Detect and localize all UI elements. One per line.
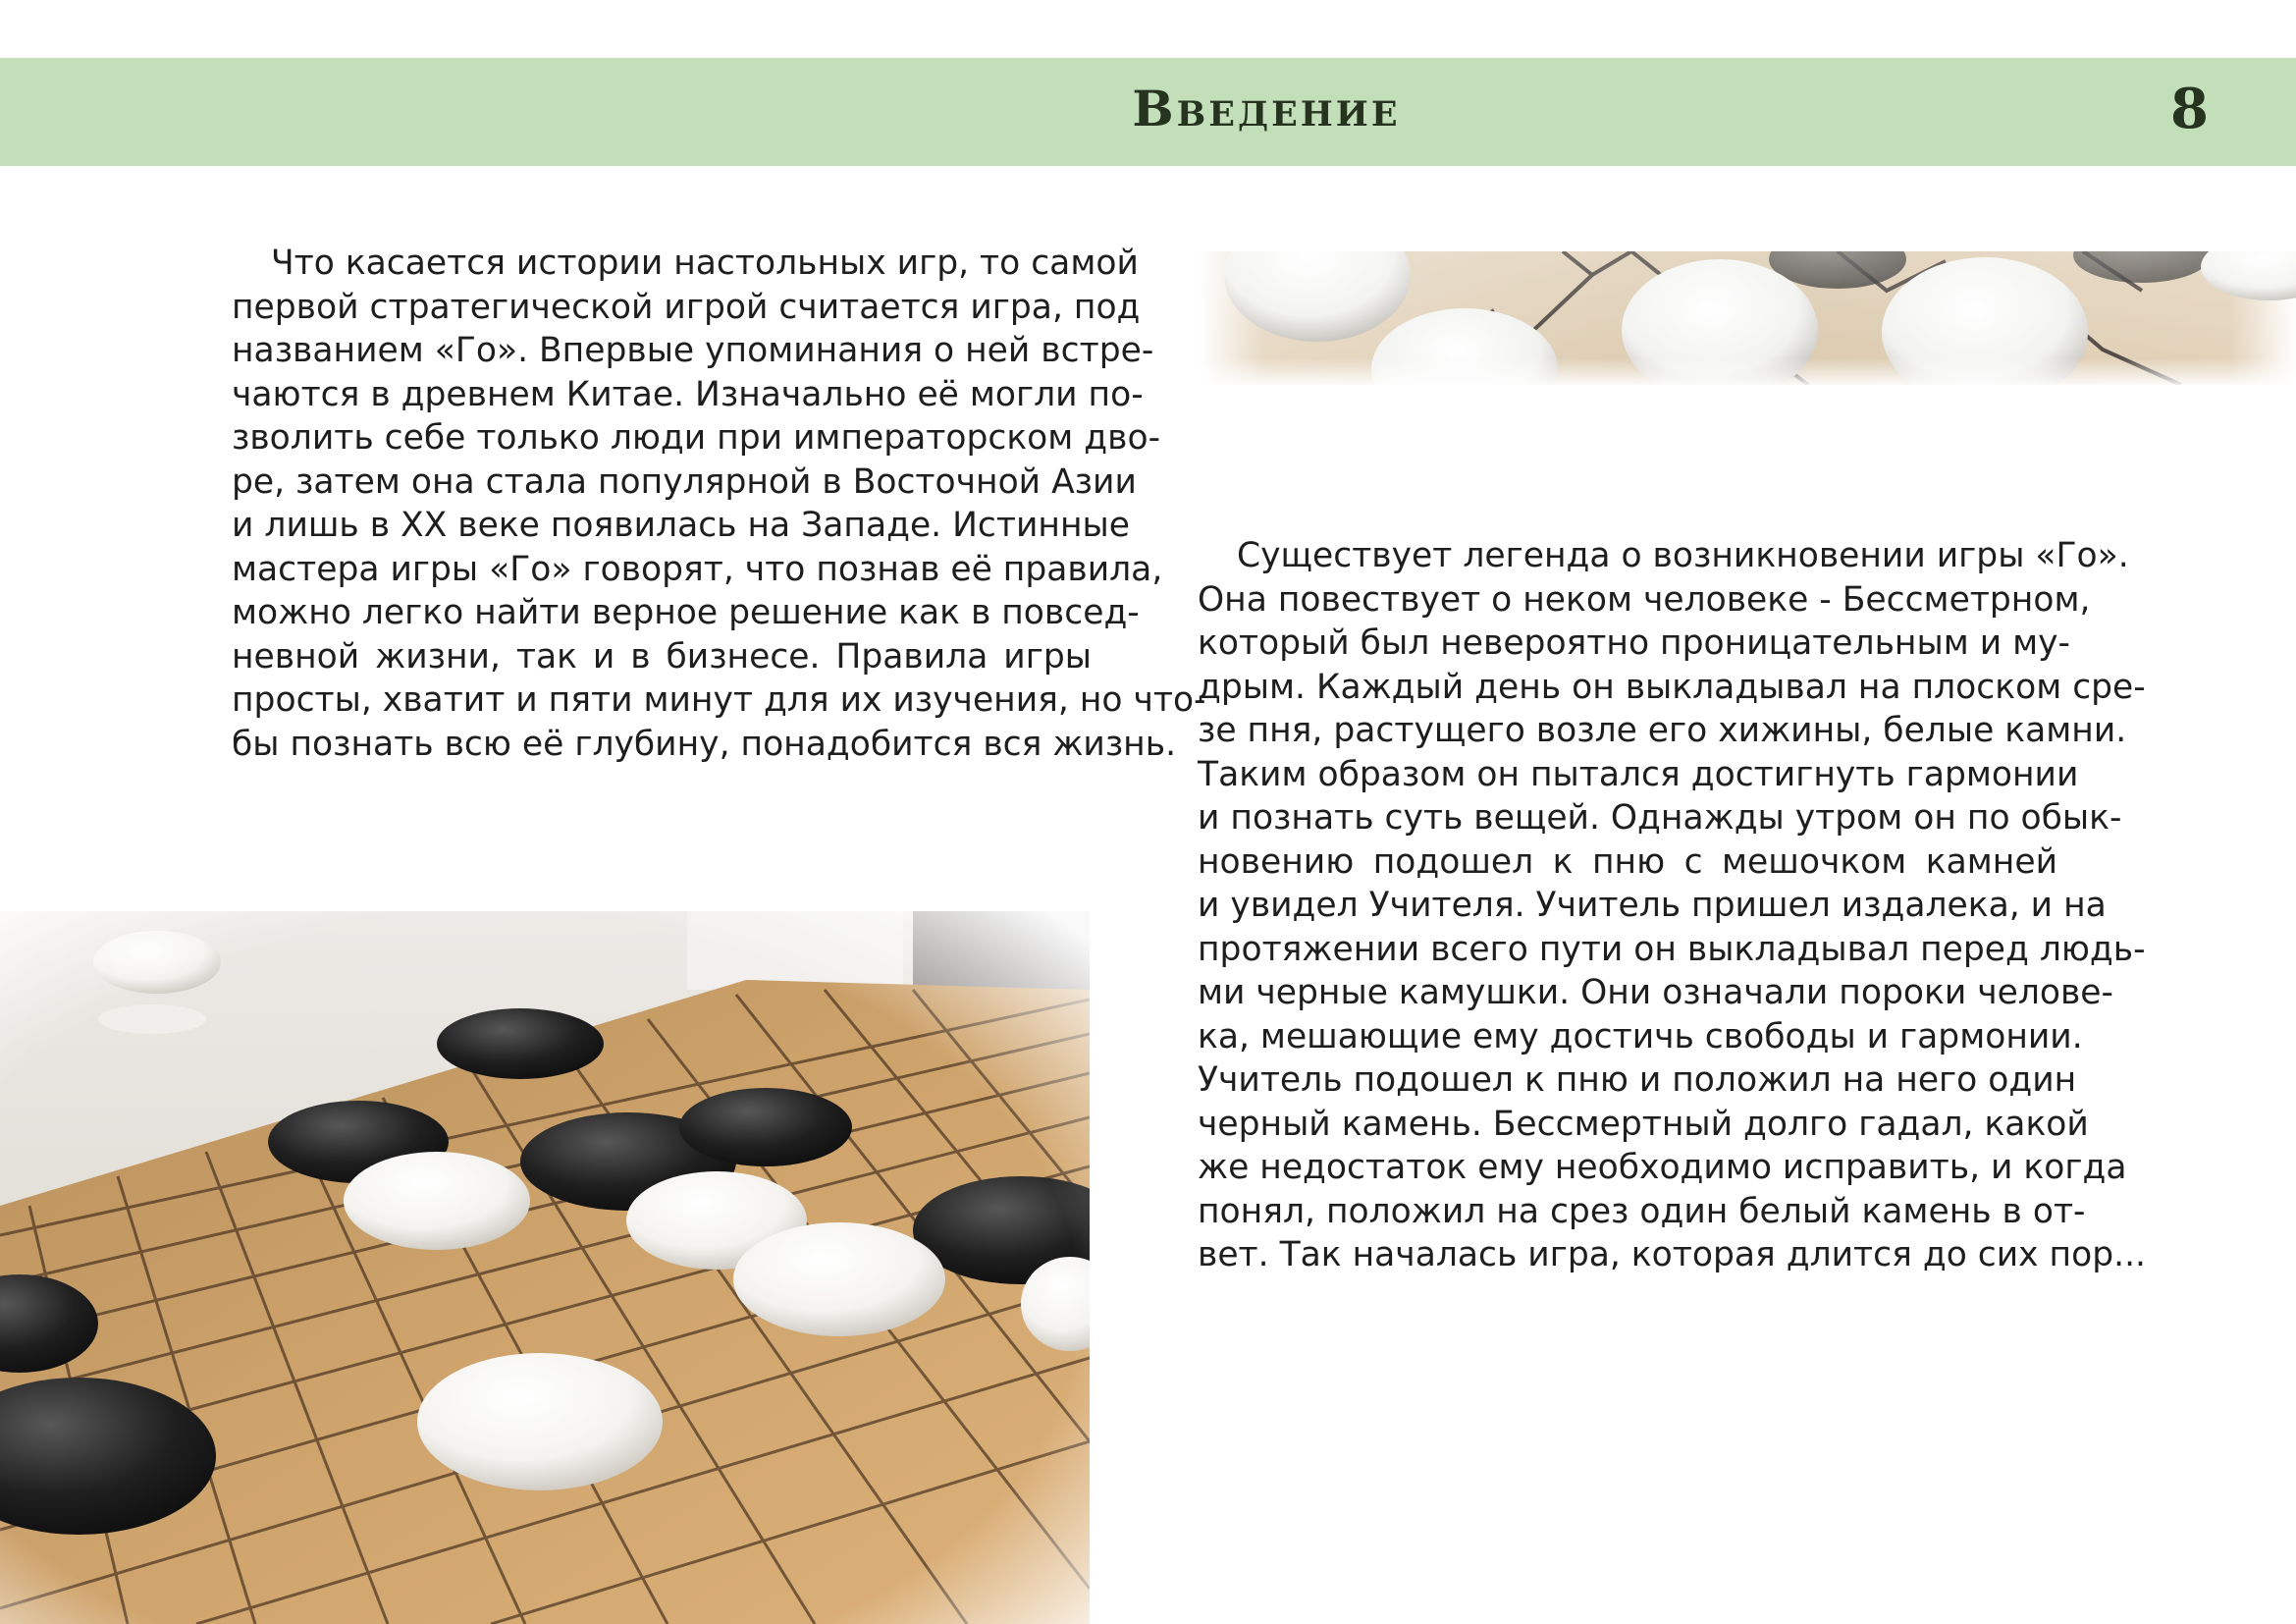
paragraph-line: бы познать всю её глубину, понадобится вся жизнь. bbox=[232, 724, 1177, 764]
go-stones-strip-image bbox=[1200, 251, 2296, 385]
paragraph-line: мастера игры «Го» говорят, что познав её правила, bbox=[232, 549, 1163, 589]
paragraph-line: вет. Так началась игра, которая длится до сих пор... bbox=[1198, 1235, 2146, 1274]
paragraph-line: просты, хватит и пяти минут для их изучения, но что- bbox=[232, 680, 1206, 720]
paragraph-line: зе пня, растущего возле его хижины, белые камни. bbox=[1198, 711, 2127, 750]
go-board-photo bbox=[0, 911, 1090, 1624]
left-text-column bbox=[232, 242, 1206, 766]
paragraph-line: можно легко найти верное решение как в повсед- bbox=[232, 593, 1140, 632]
right-text-column bbox=[1198, 534, 2146, 1277]
paragraph-line: Таким образом он пытался достигнуть гармонии bbox=[1198, 754, 2079, 794]
page-number: 8 bbox=[2170, 77, 2209, 141]
paragraph-line: Учитель подошел к пню и положил на него один bbox=[1198, 1060, 2077, 1100]
paragraph-line: невной жизни, так и в бизнесе. Правила игры bbox=[232, 636, 1092, 677]
paragraph-line: же недостаток ему необходимо исправить, и когда bbox=[1198, 1148, 2127, 1187]
paragraph-line: ка, мешающие ему достичь свободы и гармонии. bbox=[1198, 1016, 2083, 1056]
paragraph-line: названием «Го». Впервые упоминания о ней встре- bbox=[232, 331, 1154, 370]
paragraph-line: и лишь в XX веке появилась на Западе. Истинные bbox=[232, 506, 1130, 545]
paragraph-line: дрым. Каждый день он выкладывал на плоском сре- bbox=[1198, 667, 2146, 707]
paragraph-line: ми черные камушки. Они означали пороки челове- bbox=[1198, 973, 2113, 1012]
paragraph-line: протяжении всего пути он выкладывал перед людь- bbox=[1198, 929, 2146, 969]
page-title: Введение bbox=[1132, 80, 1401, 137]
paragraph-line: ре, затем она стала популярной в Восточной Азии bbox=[232, 461, 1137, 502]
paragraph-line: понял, положил на срез один белый камень в от- bbox=[1198, 1191, 2086, 1231]
paragraph-line: Что касается истории настольных игр, то самой bbox=[271, 244, 1139, 283]
paragraph-line: зволить себе только люди при императорском дво- bbox=[232, 418, 1161, 458]
paragraph-line: чаются в древнем Китае. Изначально её могли по- bbox=[232, 374, 1144, 414]
paragraph-line: черный камень. Бессмертный долго гадал, какой bbox=[1198, 1104, 2089, 1144]
paragraph-line: и познать суть вещей. Однажды утром он по обык- bbox=[1198, 798, 2122, 838]
paragraph-line: Она повествует о неком человеке - Бессметрном, bbox=[1198, 579, 2091, 620]
paragraph-line: который был невероятно проницательным и му- bbox=[1198, 623, 2070, 663]
paragraph-line: и увидел Учителя. Учитель пришел издалека, и на bbox=[1198, 886, 2107, 925]
paragraph-line: Существует легенда о возникновении игры «Го». bbox=[1237, 536, 2129, 575]
paragraph-line: новению подошел к пню с мешочком камней bbox=[1198, 841, 2057, 882]
paragraph-line: первой стратегической игрой считается игра, под bbox=[232, 287, 1141, 327]
